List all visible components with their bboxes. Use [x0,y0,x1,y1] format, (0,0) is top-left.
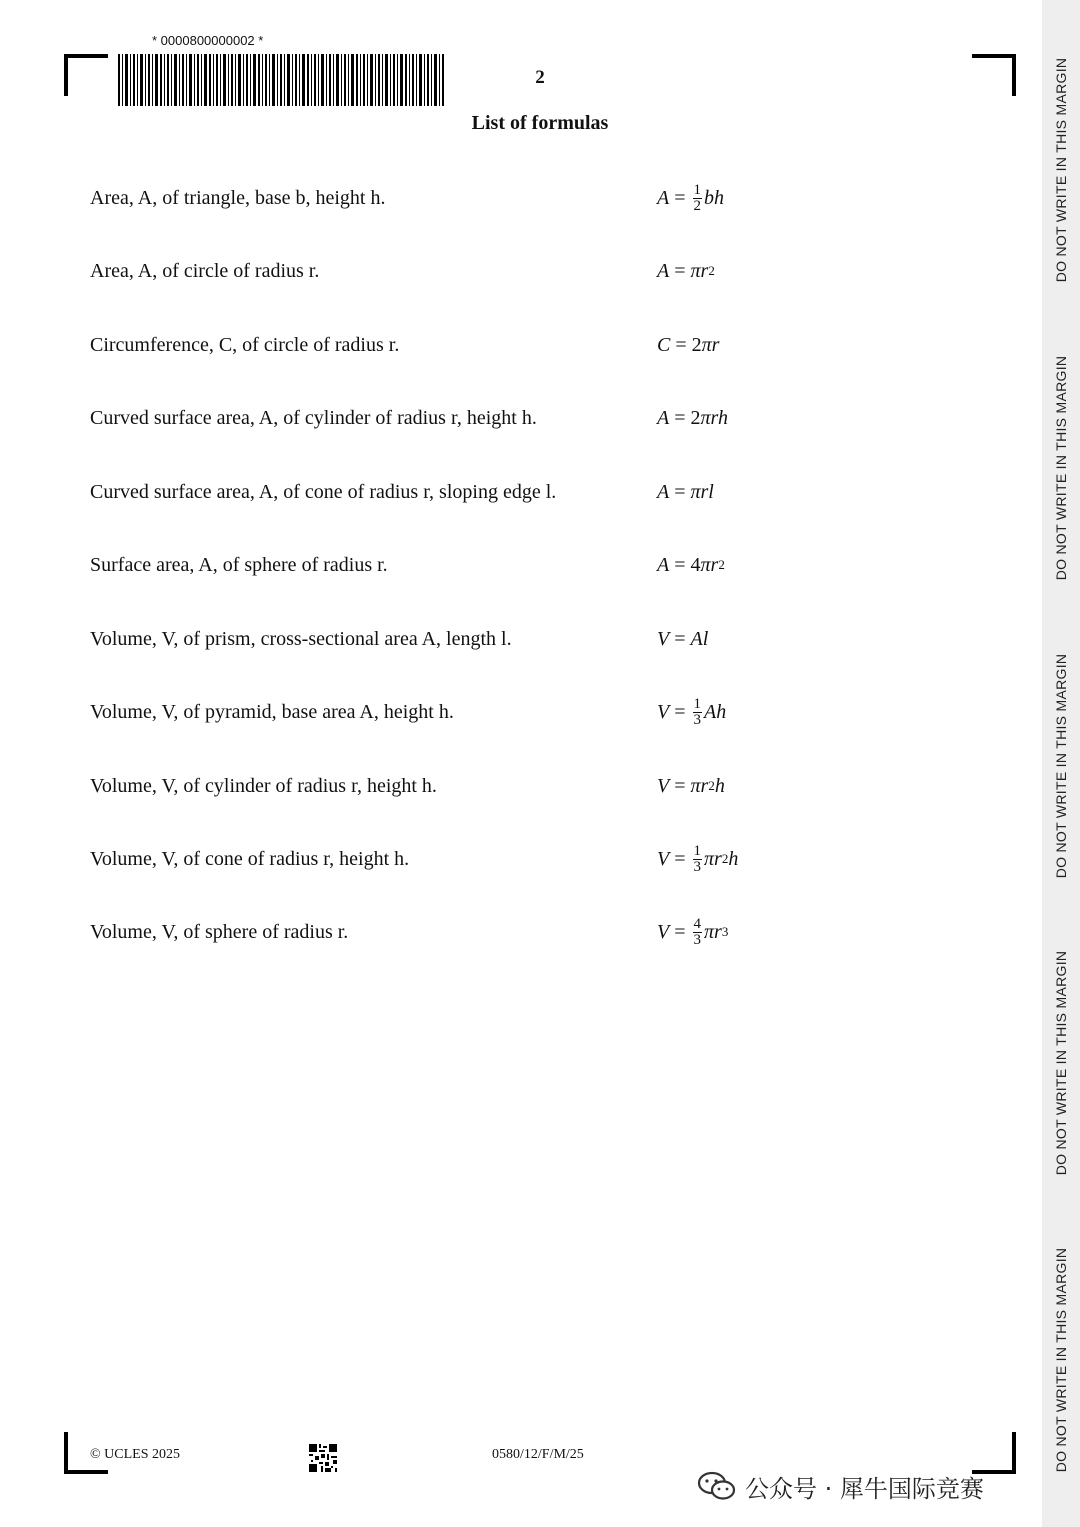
formula-row [0,619,1000,659]
formula-expression: A = 2 πrh [657,406,728,429]
formula-description: Curved surface area, A, of cone of radius r, sloping edge l. [90,481,557,503]
wechat-icon [697,1470,737,1502]
formula-expression: V = πr 2 h [657,774,725,797]
watermark [697,1466,984,1506]
formula-expression: A = $\frac{1}{2}$ bh [657,181,724,214]
page-number: 2 [535,67,545,88]
formula-description: Area, A, of triangle, base b, height h. [90,187,386,209]
formula-row [0,766,1000,806]
formula-expression: V = $\frac{1}{3}$ πr 2 h [657,842,739,875]
page-title: List of formulas [471,112,609,134]
copyright: © UCLES 2025 [90,1447,180,1462]
formula-description: Volume, V, of pyramid, base area A, height h. [90,701,454,723]
formula-description: Circumference, C, of circle of radius r. [90,334,400,356]
formula-row [0,178,1000,218]
formula-row [0,545,1000,585]
watermark-text: 公众号 · 犀牛国际竞赛 [745,1474,984,1503]
formula-description: Volume, V, of sphere of radius r. [90,921,349,943]
formula-expression: A = 4 πr 2 [657,553,725,576]
formula-row [0,325,1000,365]
formula-expression: V = $\frac{4}{3}$ πr 3 [657,915,729,948]
formula-description: Curved surface area, A, of cylinder of radius r, height h. [90,407,537,429]
formula-expression: A = πr 2 [657,259,715,282]
formula-description: Area, A, of circle of radius r. [90,260,320,282]
formula-expression: C = 2 πr [657,333,720,356]
formula-description: Surface area, A, of sphere of radius r. [90,554,388,576]
formula-row [0,251,1000,291]
barcode-number: * 0000800000002 * [152,33,264,48]
formula-row [0,839,1000,879]
formula-description: Volume, V, of prism, cross-sectional area A, length l. [90,628,512,650]
barcode-image [118,54,446,106]
paper-code: 0580/12/F/M/25 [492,1447,584,1462]
formula-description: Volume, V, of cone of radius r, height h. [90,848,410,870]
formula-row [0,472,1000,512]
formula-expression: V = $\frac{1}{3}$ Ah [657,695,727,728]
formula-row [0,398,1000,438]
formula-expression: V = Al [657,627,709,650]
formula-row [0,912,1000,952]
formula-description: Volume, V, of cylinder of radius r, height h. [90,775,437,797]
formula-row [0,692,1000,732]
qr-code-image [309,1444,337,1472]
formula-expression: A = πrl [657,480,714,503]
